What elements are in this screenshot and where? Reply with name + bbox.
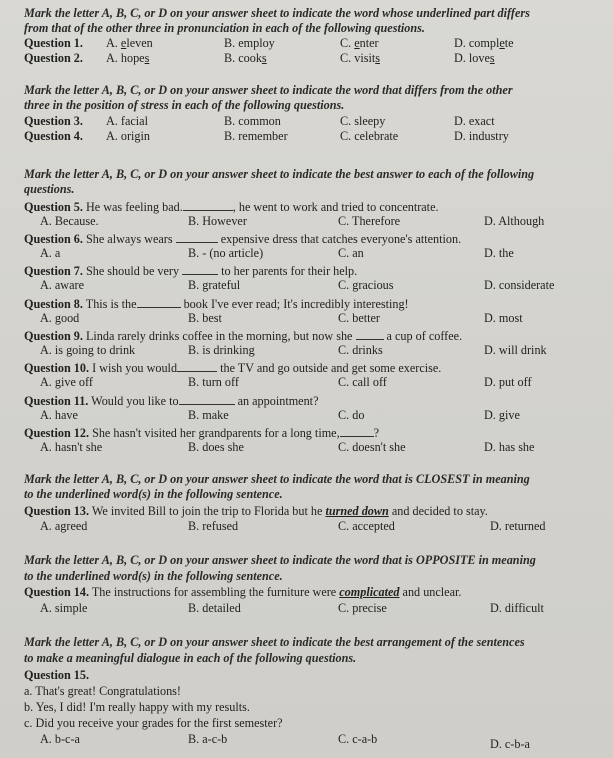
option-c[interactable]: C. precise (338, 601, 387, 615)
instruction-stress-line1: Mark the letter A, B, C, or D on your answer sheet to indicate the word that differs from the other (24, 83, 513, 97)
instruction-closest-line1: Mark the letter A, B, C, or D on your answer sheet to indicate the word that is CLOSEST in meaning (24, 472, 530, 486)
option-d[interactable]: D. difficult (490, 601, 544, 615)
option-d[interactable]: D. industry (454, 129, 509, 143)
answer-blank[interactable] (340, 425, 374, 437)
option-a[interactable]: A. hasn't she (40, 440, 103, 454)
option-c[interactable]: C. celebrate (340, 129, 399, 143)
option-d[interactable]: D. returned (490, 519, 546, 533)
answer-blank[interactable] (179, 393, 235, 405)
question-label: Question 9. (24, 329, 83, 343)
option-b[interactable]: B. employ (224, 36, 275, 50)
option-c[interactable]: C. doesn't she (338, 440, 406, 454)
answer-blank[interactable] (177, 360, 217, 372)
answer-blank[interactable] (176, 231, 218, 243)
option-a[interactable]: A. b-c-a (40, 732, 80, 746)
stem-pre: Linda rarely drinks coffee in the morning, but now she (85, 329, 353, 343)
option-c[interactable]: C. drinks (338, 343, 383, 357)
stem-pre: She hasn't visited her grandparents for a long time, (92, 426, 340, 440)
option-b[interactable]: B. does she (188, 440, 244, 454)
question-5-stem (24, 199, 439, 214)
option-b[interactable]: B. best (188, 311, 222, 325)
answer-blank[interactable] (356, 328, 384, 340)
option-b[interactable]: B. grateful (188, 278, 241, 292)
question-label: Question 3. (24, 114, 83, 128)
stem-pre: She should be very (85, 264, 180, 278)
option-a[interactable]: A. give off (40, 375, 93, 389)
option-a[interactable]: A. a (40, 246, 61, 260)
stem-pre: Would you like to (91, 394, 179, 408)
option-c[interactable]: C. do (338, 408, 365, 422)
answer-blank[interactable] (183, 199, 233, 211)
option-c[interactable]: C. enter (340, 36, 379, 50)
option-d[interactable]: D. give (484, 408, 520, 422)
instruction-opposite-line2: to the underlined word(s) in the following sentence. (24, 569, 283, 583)
stem-post: an appointment? (237, 394, 319, 408)
stem-post: and decided to stay. (388, 504, 488, 518)
option-d[interactable]: D. exact (454, 114, 495, 128)
question-14-stem (24, 585, 461, 599)
instruction-closest-line2: to the underlined word(s) in the following sentence. (24, 487, 283, 501)
stem-pre: This is the (85, 297, 137, 311)
stem-post: a cup of coffee. (386, 329, 463, 343)
option-a[interactable]: A. origin (106, 129, 151, 143)
instruction-best-line1: Mark the letter A, B, C, or D on your answer sheet to indicate the best answer to each of the following (24, 167, 535, 181)
stem-post: book I've ever read; It's incredibly interesting! (183, 297, 409, 311)
option-c[interactable]: C. Therefore (338, 214, 401, 228)
option-d[interactable]: D. will drink (484, 343, 547, 357)
option-d[interactable]: D. considerate (484, 278, 555, 292)
option-a[interactable]: A. Because. (40, 214, 99, 228)
question-label: Question 13. (24, 504, 90, 518)
dialogue-line-b: b. Yes, I did! I'm really happy with my results. (24, 700, 250, 714)
option-c[interactable]: C. visits (340, 51, 380, 65)
option-b[interactable]: B. make (188, 408, 229, 422)
question-label: Question 11. (24, 394, 89, 408)
question-label: Question 8. (24, 297, 83, 311)
stem-post: to her parents for their help. (221, 264, 358, 278)
stem-pre: The instructions for assembling the furniture were (91, 585, 340, 599)
option-d[interactable]: D. the (484, 246, 514, 260)
stem-pre: I wish you would (92, 361, 178, 375)
question-15-label: Question 15. (24, 668, 90, 682)
stem-post: expensive dress that catches everyone's attention. (220, 232, 462, 246)
question-10-stem (24, 360, 441, 375)
option-a[interactable]: A. agreed (40, 519, 88, 533)
option-c[interactable]: C. an (338, 246, 364, 260)
question-label: Question 6. (24, 232, 83, 246)
option-b[interactable]: B. turn off (188, 375, 239, 389)
stem-post: and unclear. (399, 585, 462, 599)
option-a[interactable]: A. eleven (106, 36, 153, 50)
option-d[interactable]: D. complete (454, 36, 514, 50)
dialogue-line-a: a. That's great! Congratulations! (24, 684, 181, 698)
option-c[interactable]: C. gracious (338, 278, 394, 292)
question-13-stem (24, 504, 488, 518)
option-a[interactable]: A. have (40, 408, 78, 422)
question-label: Question 5. (24, 200, 83, 214)
option-b[interactable]: B. refused (188, 519, 239, 533)
stem-post: the TV and go outside and get some exercise. (220, 361, 442, 375)
option-a[interactable]: A. facial (106, 114, 148, 128)
option-a[interactable]: A. hopes (106, 51, 150, 65)
question-8-stem (24, 296, 409, 311)
stem-pre: She always wears (85, 232, 173, 246)
option-a[interactable]: A. simple (40, 601, 88, 615)
instruction-best-line2: questions. (24, 182, 75, 196)
stem-pre: We invited Bill to join the trip to Florida but he (91, 504, 326, 518)
option-d[interactable]: D. loves (454, 51, 495, 65)
answer-blank[interactable] (182, 263, 218, 275)
instruction-pronunciation-line1: Mark the letter A, B, C, or D on your answer sheet to indicate the word whose underlined part differs (24, 6, 530, 20)
option-b[interactable]: B. - (no article) (188, 246, 264, 260)
option-b[interactable]: B. remember (224, 129, 288, 143)
option-c[interactable]: C. c-a-b (338, 732, 378, 746)
instruction-pronunciation-line2: from that of the other three in pronunciation in each of the following questions. (24, 21, 425, 35)
option-d[interactable]: D. c-b-a (490, 737, 530, 751)
option-b[interactable]: B. is drinking (188, 343, 255, 357)
instruction-opposite-line1: Mark the letter A, B, C, or D on your answer sheet to indicate the word that is OPPOSITE in meaning (24, 553, 536, 567)
option-a[interactable]: A. good (40, 311, 80, 325)
question-label: Question 1. (24, 36, 83, 50)
instruction-arrange-line1: Mark the letter A, B, C, or D on your answer sheet to indicate the best arrangement of the sentences (24, 635, 525, 649)
dialogue-line-c: c. Did you receive your grades for the first semester? (24, 716, 283, 730)
option-b[interactable]: B. cooks (224, 51, 267, 65)
stem-pre: He was feeling bad. (85, 200, 183, 214)
question-11-stem (24, 393, 318, 408)
option-b[interactable]: B. However (188, 214, 247, 228)
question-9-stem (24, 328, 462, 343)
option-d[interactable]: D. Although (484, 214, 545, 228)
option-a[interactable]: A. aware (40, 278, 84, 292)
option-c[interactable]: C. accepted (338, 519, 395, 533)
question-label: Question 2. (24, 51, 83, 65)
question-label: Question 12. (24, 426, 90, 440)
option-c[interactable]: C. better (338, 311, 380, 325)
underlined-word: complicated (339, 585, 400, 599)
option-d[interactable]: D. has she (484, 440, 535, 454)
answer-blank[interactable] (137, 296, 181, 308)
option-c[interactable]: C. sleepy (340, 114, 386, 128)
underlined-phrase: turned down (325, 504, 389, 518)
question-7-stem (24, 263, 357, 278)
option-d[interactable]: D. most (484, 311, 523, 325)
option-c[interactable]: C. call off (338, 375, 387, 389)
question-label: Question 7. (24, 264, 83, 278)
question-label: Question 4. (24, 129, 83, 143)
stem-post: ? (373, 426, 380, 440)
instruction-arrange-line2: to make a meaningful dialogue in each of the following questions. (24, 651, 357, 665)
question-12-stem (24, 425, 379, 440)
option-b[interactable]: B. detailed (188, 601, 241, 615)
option-b[interactable]: B. a-c-b (188, 732, 228, 746)
option-a[interactable]: A. is going to drink (40, 343, 136, 357)
option-b[interactable]: B. common (224, 114, 281, 128)
question-label: Question 14. (24, 585, 90, 599)
question-label: Question 10. (24, 361, 90, 375)
question-6-stem (24, 231, 461, 246)
option-d[interactable]: D. put off (484, 375, 532, 389)
stem-post: , he went to work and tried to concentrate. (232, 200, 439, 214)
instruction-stress-line2: three in the position of stress in each of the following questions. (24, 98, 345, 112)
